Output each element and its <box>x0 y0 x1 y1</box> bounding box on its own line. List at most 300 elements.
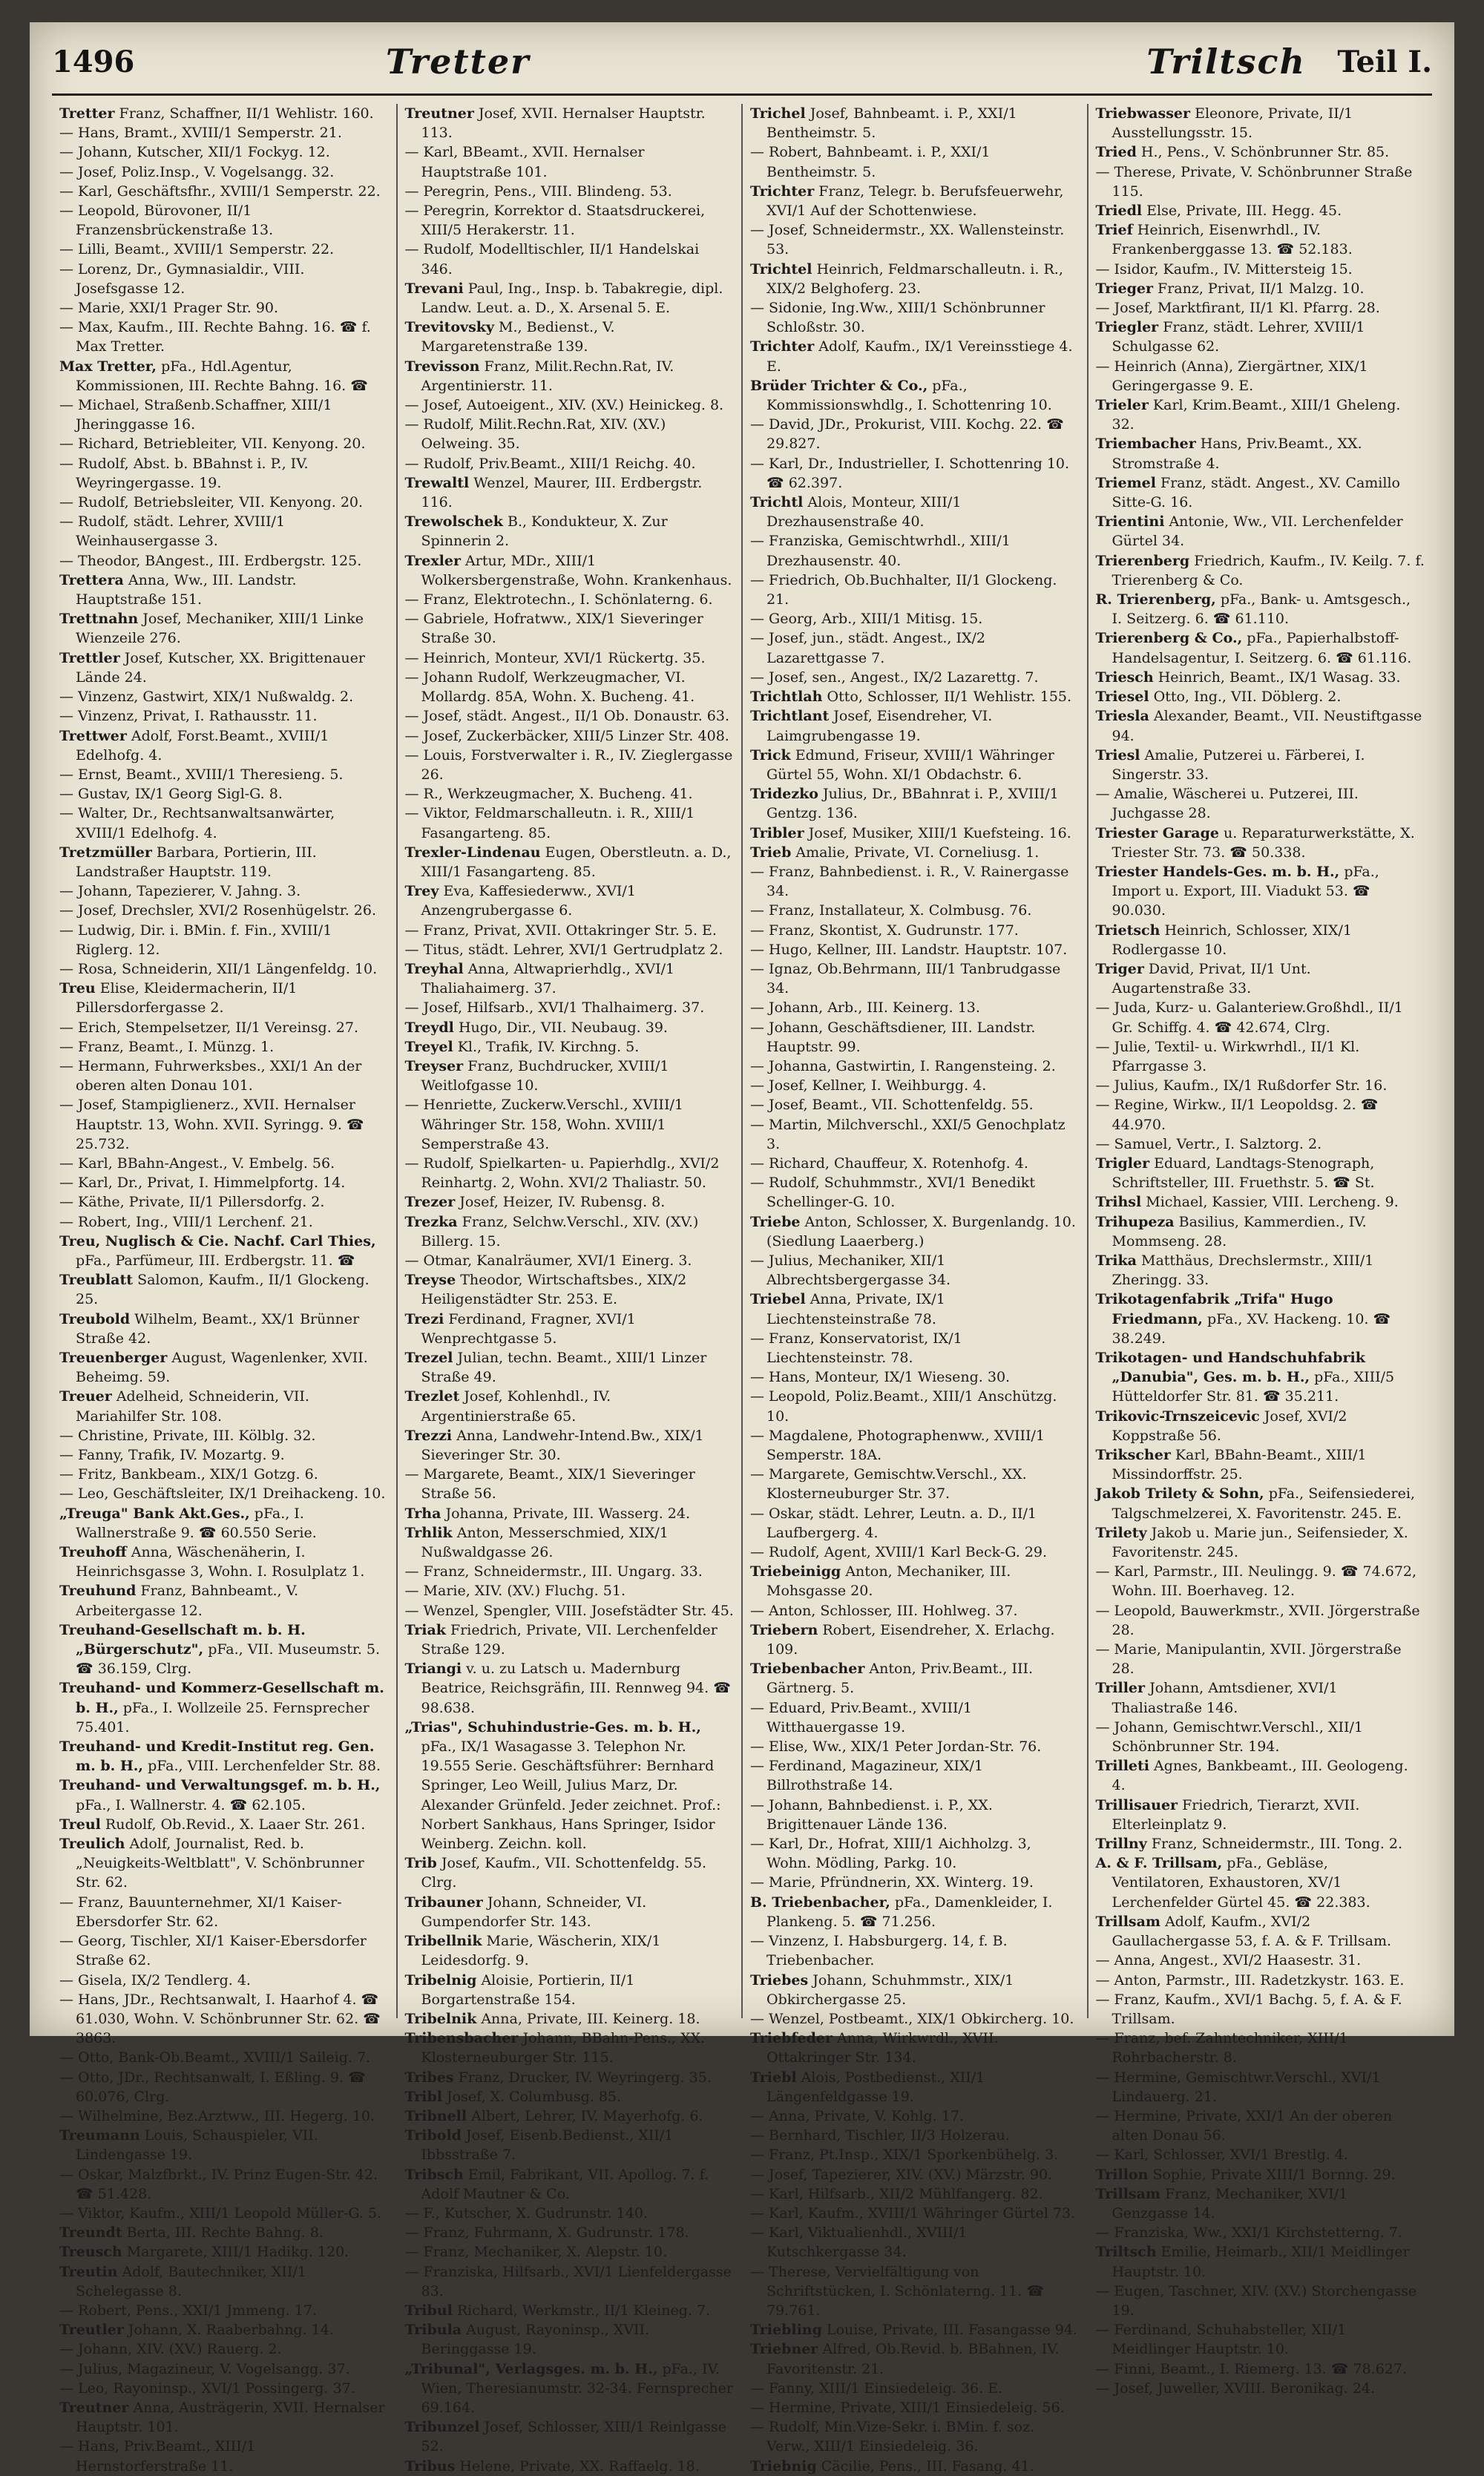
entry-details: — Lorenz, Dr., Gymnasialdir., VIII. Josefsgasse 12. <box>59 260 305 297</box>
entry-surname: Triebes <box>750 1971 809 1989</box>
directory-entry <box>1096 279 1425 298</box>
entry-details: — Leopold, Poliz.Beamt., XIII/1 Anschützg. 10. <box>750 1388 1057 1425</box>
entry-details: — Anna, Private, V. Kohlg. 17. <box>750 2107 964 2124</box>
entry-details: Josef, XVII. Hernalser Hauptstr. 113. <box>421 105 706 142</box>
entry-details: — Johann, Bahnbedienst. i. P., XX. Brigittenauer Lände 136. <box>750 1796 993 1833</box>
entry-surname: Trichtl <box>750 494 804 511</box>
entry-details: — Ernst, Beamt., XVIII/1 Theresieng. 5. <box>59 766 344 783</box>
directory-entry <box>1096 2106 1425 2145</box>
directory-entry <box>1096 1912 1425 1951</box>
entry-details: Hans, Priv.Beamt., XX. Stromstraße 4. <box>1112 436 1362 472</box>
entry-surname: Treutner <box>404 105 474 122</box>
entry-details: Heinrich, Eisenwrhdl., IV. Frankenberggasse 13. ☎ 52.183. <box>1112 222 1353 258</box>
directory-entry <box>405 2320 735 2359</box>
directory-entry <box>405 512 735 551</box>
directory-entry <box>405 1192 735 1212</box>
entry-details: Alois, Postbedienst., XII/1 Längenfeldgasse 19. <box>766 2069 985 2105</box>
entry-surname: Triebwasser <box>1095 105 1191 122</box>
entry-details: — Rudolf, Agent, XVIII/1 Karl Beck-G. 29. <box>750 1544 1048 1561</box>
directory-entry <box>750 1387 1080 1425</box>
entry-surname: Brüder Trichter & Co., <box>750 377 928 394</box>
entry-details: — Friedrich, Ob.Buchhalter, II/1 Glockeng. 21. <box>750 571 1057 608</box>
directory-entry <box>405 2457 735 2476</box>
directory-entry <box>1096 706 1425 745</box>
entry-details: — Margarete, Beamt., XIX/1 Sieveringer Straße 56. <box>404 1466 695 1503</box>
directory-entry <box>1096 2145 1425 2164</box>
directory-entry <box>405 454 735 473</box>
entry-details: — Heinrich (Anna), Ziergärtner, XIX/1 Geringergasse 9. E. <box>1095 358 1368 394</box>
entry-details: — Karl, Viktualienhdl., XVIII/1 Kutschkergasse 34. <box>750 2224 968 2261</box>
entry-details: — Karl, Schlosser, XVI/1 Brestlg. 4. <box>1095 2147 1348 2164</box>
entry-details: Josef, Kohlenhdl., IV. Argentinierstraße 65. <box>421 1388 611 1425</box>
entry-details: Johann, Schneider, VI. Gumpendorfer Str. 143. <box>421 1894 647 1930</box>
entry-details: Marie, Wäscherin, XIX/1 Leidesdorfg. 9. <box>421 1933 661 1969</box>
entry-details: — Gustav, IX/1 Georg Sigl-G. 8. <box>59 786 283 803</box>
directory-entry <box>750 454 1080 493</box>
entry-surname: Tridezko <box>750 786 818 803</box>
directory-entry <box>59 2106 389 2126</box>
entry-details: — Franz, Bauunternehmer, XI/1 Kaiser-Ebersdorfer Str. 62. <box>59 1894 342 1930</box>
directory-entry <box>59 2242 389 2262</box>
entry-details: pFa., IX/1 Wasagasse 3. Telephon Nr. 19.555 Serie. Geschäftsführer: Bernhard Springer, Leo Weill, Julius Marz, Dr. Alexander Grünfeld. Jeder zeichnet. Prof.: Norbert Sankhaus, Hans Springer, Isidor Weinberg. Zeichn. koll. <box>421 1738 721 1853</box>
entry-details: — Viktor, Feldmarschalleutn. i. R., XIII/1 Fasangarteng. 85. <box>404 805 695 841</box>
directory-entry <box>750 2417 1080 2456</box>
directory-entry <box>750 1698 1080 1737</box>
entry-details: — Rudolf, Milit.Rechn.Rat, XIV. (XV.) Oelweing. 35. <box>404 416 666 453</box>
directory-entry <box>750 959 1080 998</box>
entry-details: pFa., Kommissionswhdlg., I. Schottenring 10. <box>766 377 1052 414</box>
entry-details: — Juda, Kurz- u. Galanteriew.Großhdl., II/1 Gr. Schiffg. 4. ☎ 42.674, Clrg. <box>1095 999 1403 1036</box>
entry-details: Kl., Trafik, IV. Kirchng. 5. <box>453 1038 640 1055</box>
entry-surname: Trichtlah <box>750 689 823 706</box>
entry-details: — Robert, Ing., VIII/1 Lerchenf. 21. <box>59 1213 313 1230</box>
directory-entry <box>1096 220 1425 259</box>
directory-entry <box>405 1853 735 1892</box>
directory-entry <box>59 2360 389 2379</box>
directory-entry <box>59 298 389 318</box>
entry-details: — Hermine, Private, XXI/1 An der oberen alten Donau 56. <box>1095 2107 1393 2144</box>
directory-entry <box>59 1057 389 1095</box>
directory-entry <box>750 142 1080 181</box>
directory-entry <box>750 1290 1080 1328</box>
entry-details: — Franz, Privat, XVII. Ottakringer Str. 5. E. <box>404 922 717 939</box>
entry-details: — Franz, Fuhrmann, X. Gudrunstr. 178. <box>404 2224 689 2242</box>
entry-details: Paul, Ing., Insp. b. Tabakregie, dipl. Landw. Leut. a. D., X. Arsenal 5. E. <box>421 280 723 317</box>
entry-details: pFa., Parfümeur, III. Erdbergstr. 11. ☎ <box>76 1252 355 1269</box>
entry-surname: Triemel <box>1095 474 1156 491</box>
directory-entry <box>405 395 735 415</box>
entry-details: Helene, Private, XX. Raffaelg. 18. <box>455 2457 700 2475</box>
entry-details: — Therese, Vervielfältigung von Schriftstücken, I. Schönlaterng. 11. ☎ 79.761. <box>750 2263 1044 2319</box>
directory-entry <box>1096 2223 1425 2242</box>
entry-details: Johann, BBahn-Pens., XX. Klosterneuburger Str. 115. <box>421 2030 706 2066</box>
directory-entry <box>59 1310 389 1348</box>
directory-entry <box>59 784 389 804</box>
entry-surname: Treydl <box>404 1019 454 1036</box>
directory-entry <box>59 726 389 765</box>
entry-surname: Triebenbacher <box>750 1661 865 1678</box>
directory-entry <box>59 571 389 609</box>
entry-details: — Oskar, Malzfbrkt., IV. Prinz Eugen-Str. 42. ☎ 51.428. <box>59 2166 378 2202</box>
directory-entry <box>59 1387 389 1425</box>
entry-surname: Treuhand-Gesellschaft m. b. H. „Bürgerschutz", <box>59 1621 306 1658</box>
entry-surname: Triebfeder <box>750 2030 833 2047</box>
entry-details: — David, JDr., Prokurist, VIII. Kochg. 22. ☎ 29.827. <box>750 416 1064 453</box>
directory-entry <box>405 2106 735 2126</box>
directory-entry <box>405 804 735 842</box>
entry-details: M., Bedienst., V. Margaretenstraße 139. <box>421 319 615 355</box>
entry-details: Rudolf, Ob.Revid., X. Laaer Str. 261. <box>100 1816 366 1833</box>
directory-entry <box>405 1057 735 1095</box>
entry-details: — Rudolf, Modelltischler, II/1 Handelskai 346. <box>404 241 700 278</box>
entry-details: — Hugo, Kellner, III. Landstr. Hauptstr. 107. <box>750 941 1068 958</box>
directory-entry <box>1096 862 1425 921</box>
entry-surname: Trientini <box>1095 513 1165 531</box>
directory-entry <box>750 493 1080 531</box>
entry-details: — Richard, Betriebleiter, VII. Kenyong. 20. <box>59 436 366 453</box>
directory-entry <box>750 2320 1080 2339</box>
directory-entry <box>750 1620 1080 1659</box>
entry-details: pFa., XIII/5 Hütteldorfer Str. 81. ☎ 35.211. <box>1112 1369 1395 1405</box>
entry-details: — Marie, XIV. (XV.) Fluchg. 51. <box>404 1583 626 1600</box>
entry-details: — Regine, Wirkw., II/1 Leopoldsg. 2. ☎ 44.970. <box>1095 1097 1379 1133</box>
entry-details: pFa., Import u. Export, III. Viadukt 53. ☎ 90.030. <box>1112 863 1379 919</box>
entry-surname: Trierenberg <box>1095 552 1190 569</box>
directory-entry <box>750 2145 1080 2164</box>
directory-entry <box>59 1465 389 1484</box>
directory-entry <box>1096 1678 1425 1717</box>
directory-entry <box>750 1018 1080 1057</box>
directory-entry <box>59 2262 389 2301</box>
header-rule <box>52 93 1432 96</box>
entry-surname: Triester Handels-Ges. m. b. H., <box>1095 863 1340 880</box>
directory-entry <box>405 1348 735 1387</box>
entry-details: Josef, Bahnbeamt. i. P., XXI/1 Bentheimstr. 5. <box>766 105 1017 142</box>
entry-details: — Karl, Kaufm., XVIII/1 Währinger Gürtel 73. <box>750 2204 1076 2221</box>
entry-surname: Triester Garage <box>1095 824 1219 841</box>
directory-entry <box>750 862 1080 901</box>
entry-details: — Josef, Drechsler, XVI/2 Rosenhügelstr. 26. <box>59 902 376 919</box>
entry-surname: Trettwer <box>59 727 127 744</box>
entry-details: — Josef, Tapezierer, XIV. (XV.) Märzstr. 90. <box>750 2166 1053 2183</box>
entry-details: — Ignaz, Ob.Behrmann, III/1 Tanbrudgasse 34. <box>750 960 1061 997</box>
directory-entry <box>750 609 1080 628</box>
entry-details: — Magdalene, Photographenww., XVIII/1 Semperstr. 18A. <box>750 1427 1045 1464</box>
directory-entry <box>1096 2068 1425 2106</box>
entry-surname: Trha <box>404 1505 441 1522</box>
entry-details: — Franz, Kaufm., XVI/1 Bachg. 5, f. A. & F. Trillsam. <box>1095 1991 1402 2027</box>
directory-entry <box>59 1426 389 1445</box>
directory-entry <box>1096 687 1425 706</box>
entry-details: Anna, Private, III. Keinerg. 18. <box>476 2010 700 2027</box>
entry-details: — Rosa, Schneiderin, XII/1 Längenfeldg. 10. <box>59 960 378 977</box>
entry-details: — Ferdinand, Schuhabsteller, XII/1 Meidlinger Hauptstr. 10. <box>1095 2322 1347 2358</box>
entry-details: — Henriette, Zuckerw.Verschl., XVIII/1 Währinger Str. 158, Wohn. XVIII/1 Semperstraße 43. <box>404 1097 683 1152</box>
entry-details: — Marie, Manipulantin, XVII. Jörgerstraße 28. <box>1095 1641 1402 1678</box>
directory-entry <box>405 1426 735 1465</box>
entry-details: Anton, Messerschmied, XIX/1 Nußwaldgasse 26. <box>421 1524 669 1561</box>
entry-details: pFa., I. Wallnerstraße 9. ☎ 60.550 Serie. <box>76 1505 317 1541</box>
entry-details: — Franz, Bahnbedienst. i. R., V. Rainergasse 34. <box>750 863 1069 900</box>
entry-details: Franz, Bahnbeamt., V. Arbeitergasse 12. <box>76 1583 299 1619</box>
directory-entry <box>1096 395 1425 434</box>
entry-details: — Karl, Parmstr., III. Neulingg. 9. ☎ 74.672, Wohn. III. Boerhaveg. 12. <box>1095 1563 1417 1600</box>
directory-entry <box>59 1270 389 1309</box>
entry-surname: Trikovic-Trnszeicevic <box>1095 1408 1260 1425</box>
entry-surname: Treubold <box>59 1310 131 1327</box>
entry-details: — Walter, Dr., Rechtsanwaltsanwärter, XVIII/1 Edelhofg. 4. <box>59 805 335 841</box>
entry-surname: Tribensbacher <box>404 2030 519 2047</box>
entry-details: pFa., Papierhalbstoff-Handelsagentur, I. Seitzerg. 6. ☎ 61.116. <box>1112 630 1412 666</box>
directory-entry <box>405 2029 735 2067</box>
entry-surname: Trichter <box>750 338 815 355</box>
entry-details: — Josef, städt. Angest., II/1 Ob. Donaustr. 63. <box>404 708 729 725</box>
directory-entry <box>750 376 1080 415</box>
entry-details: Matthäus, Drechslermstr., XIII/1 Zheringg. 33. <box>1112 1252 1374 1289</box>
directory-entry <box>59 1232 389 1270</box>
entry-surname: Triltsch <box>1095 2244 1157 2261</box>
entry-details: — Leopold, Bürovoner, II/1 Franzensbrückenstraße 13. <box>59 203 274 239</box>
directory-entry <box>405 648 735 668</box>
directory-entry <box>750 1737 1080 1756</box>
entry-details: Josef, XVI/2 Koppstraße 56. <box>1112 1408 1347 1444</box>
directory-entry <box>750 824 1080 843</box>
directory-entry <box>405 2301 735 2320</box>
entry-details: — Josef, Marktfirant, II/1 Kl. Pfarrg. 28. <box>1095 300 1380 317</box>
entry-surname: Treusch <box>59 2244 122 2261</box>
directory-entry <box>59 1815 389 1834</box>
entry-surname: Triebl <box>750 2069 797 2086</box>
directory-entry <box>59 1154 389 1173</box>
directory-entry <box>59 104 389 123</box>
entry-details: Emil, Fabrikant, VII. Apollog. 7. f. Adolf Mautner & Co. <box>421 2166 709 2202</box>
entry-details: — Käthe, Private, II/1 Pillersdorfg. 2. <box>59 1194 325 1211</box>
directory-entry <box>405 784 735 804</box>
directory-entry <box>405 1659 735 1718</box>
entry-details: — Samuel, Vertr., I. Salztorg. 2. <box>1095 1135 1322 1152</box>
entry-surname: Trieb <box>750 844 792 861</box>
entry-details: Anna, Austrägerin, XVII. Hernalser Hauptstr. 101. <box>76 2399 385 2436</box>
directory-entry <box>750 1076 1080 1095</box>
directory-entry <box>1096 1134 1425 1154</box>
directory-entry <box>750 1426 1080 1465</box>
directory-entry <box>405 1601 735 1620</box>
entry-details: — Rudolf, Abst. b. BBahnst i. P., IV. Weyringergasse. 19. <box>59 455 309 491</box>
directory-entry <box>1096 668 1425 687</box>
entry-details: — Eugen, Taschner, XIV. (XV.) Storchengasse 19. <box>1095 2282 1417 2319</box>
entry-surname: Trieler <box>1095 397 1149 414</box>
entry-surname: Trettler <box>59 649 120 666</box>
directory-entry <box>750 220 1080 259</box>
directory-entry <box>59 804 389 842</box>
entry-details: Friedrich, Kaufm., IV. Keilg. 7. f. Trierenberg & Co. <box>1112 552 1425 588</box>
directory-entry <box>750 1834 1080 1873</box>
directory-entry <box>1096 104 1425 142</box>
directory-entry <box>405 473 735 512</box>
directory-entry <box>405 1387 735 1425</box>
entry-surname: Triebern <box>750 1621 818 1638</box>
directory-entry <box>1096 2282 1425 2320</box>
entry-details: Josef, Eisenb.Bedienst., XII/1 Ibbsstraße 7. <box>421 2127 674 2164</box>
directory-entry <box>750 1251 1080 1290</box>
directory-entry <box>405 2204 735 2223</box>
entry-surname: Trillsam <box>1095 1913 1161 1930</box>
entry-surname: Triak <box>404 1621 446 1638</box>
entry-details: Franz, Buchdrucker, XVIII/1 Weitlofgasse 10. <box>421 1057 669 1094</box>
entry-details: Alexander, Beamt., VII. Neustiftgasse 94. <box>1112 708 1422 744</box>
entry-surname: „Treuga" Bank Akt.Ges., <box>59 1505 250 1522</box>
entry-surname: Tribunzel <box>404 2419 480 2436</box>
entry-details: Wilhelm, Beamt., XX/1 Brünner Straße 42. <box>76 1310 360 1347</box>
column-2 <box>398 104 743 2475</box>
entry-details: Johann, Amtsdiener, XVI/1 Thaliastraße 146. <box>1112 1680 1338 1716</box>
entry-details: — Johann, Gemischtwr.Verschl., XII/1 Schönbrunner Str. 194. <box>1095 1718 1363 1756</box>
directory-entry <box>750 1659 1080 1698</box>
entry-details: — Marie, Pfründnerin, XX. Winterg. 19. <box>750 1874 1034 1891</box>
directory-entry <box>750 2262 1080 2321</box>
directory-entry <box>1096 434 1425 473</box>
entry-details: Anton, Schlosser, X. Burgenlandg. 10. (Siedlung Laaerberg.) <box>766 1213 1076 1250</box>
entry-details: August, Rayoninsp., XVII. Beringgasse 19. <box>421 2322 650 2358</box>
entry-details: — Wenzel, Spengler, VIII. Josefstädter Str. 45. <box>404 1602 734 1619</box>
entry-surname: Triedl <box>1095 203 1143 220</box>
entry-surname: Trick <box>750 746 791 764</box>
directory-entry <box>59 1834 389 1893</box>
entry-surname: Tribelnig <box>404 1971 477 1989</box>
directory-entry <box>1096 162 1425 201</box>
entry-details: — Ludwig, Dir. i. BMin. f. Fin., XVIII/1 Riglerg. 12. <box>59 922 332 958</box>
entry-surname: Triesch <box>1095 669 1154 686</box>
entry-surname: Treu, Nuglisch & Cie. Nachf. Carl Thies, <box>59 1232 376 1250</box>
entry-details: — Franz, Elektrotechn., I. Schönlaterng. 6. <box>404 591 713 608</box>
directory-entry <box>59 551 389 571</box>
directory-entry <box>750 1095 1080 1114</box>
entry-details: — Hermann, Fuhrwerksbes., XXI/1 An der oberen alten Donau 101. <box>59 1057 362 1094</box>
directory-entry <box>405 998 735 1017</box>
entry-details: Friedrich, Tierarzt, XVII. Elterleinplatz 9. <box>1112 1796 1360 1833</box>
directory-entry <box>1096 260 1425 279</box>
entry-details: — Karl, BBahn-Angest., V. Embelg. 56. <box>59 1155 335 1172</box>
column-1 <box>52 104 398 2475</box>
entry-details: — Rudolf, Schuhmmstr., XVI/1 Benedikt Schellinger-G. 10. <box>750 1175 1035 1211</box>
directory-entry <box>59 182 389 201</box>
directory-entry <box>405 2360 735 2418</box>
directory-entry <box>59 648 389 687</box>
directory-entry <box>750 784 1080 823</box>
directory-entry <box>59 2223 389 2242</box>
directory-entry <box>59 979 389 1017</box>
directory-entry <box>750 2339 1080 2378</box>
entry-details: — Leo, Rayoninsp., XVI/1 Possingerg. 37. <box>59 2380 355 2397</box>
part-label: Teil I. <box>1337 45 1432 79</box>
directory-entry <box>405 668 735 706</box>
entry-details: H., Pens., V. Schönbrunner Str. 85. <box>1136 144 1390 161</box>
directory-entry <box>750 415 1080 453</box>
entry-details: Julian, techn. Beamt., XIII/1 Linzer Straße 49. <box>421 1350 707 1386</box>
entry-surname: Trevisson <box>404 358 480 375</box>
entry-surname: Triger <box>1095 960 1144 977</box>
entry-details: — Hans, JDr., Rechtsanwalt, I. Haarhof 4. ☎ 61.030, Wohn. V. Schönbrunner Str. 62. ☎ 3863. <box>59 1991 381 2047</box>
entry-details: Adelheid, Schneiderin, VII. Mariahilfer Str. 108. <box>76 1388 309 1425</box>
entry-details: — Hermine, Gemischtwr.Verschl., XVI/1 Lindauerg. 21. <box>1095 2069 1381 2105</box>
entry-details: — Heinrich, Monteur, XVI/1 Rückertg. 35. <box>404 649 706 666</box>
entry-surname: Trikotagenfabrik „Trifa" Hugo Friedmann, <box>1095 1291 1333 1327</box>
directory-entry <box>1096 201 1425 220</box>
entry-details: Josef, Eisendreher, VI. Laimgrubengasse 19. <box>766 708 993 744</box>
entry-details: — Johann, Arb., III. Keinerg. 13. <box>750 999 980 1017</box>
entry-details: Karl, BBahn-Beamt., XIII/1 Missindorffstr. 25. <box>1112 1447 1367 1483</box>
directory-entry <box>1096 142 1425 162</box>
entry-surname: Jakob Trilety & Sohn, <box>1095 1485 1264 1503</box>
entry-details: Adolf, Bautechniker, XII/1 Schelegasse 8. <box>76 2263 306 2299</box>
entry-details: Adolf, Kaufm., IX/1 Vereinsstiege 4. E. <box>766 338 1073 375</box>
entry-details: — Peregrin, Pens., VIII. Blindeng. 53. <box>404 183 672 200</box>
directory-entry <box>750 1329 1080 1367</box>
entry-details: Johann, Schuhmmstr., XIX/1 Obkirchergasse 25. <box>766 1971 1014 2008</box>
entry-details: Franz, Mechaniker, XVI/1 Genzgasse 14. <box>1112 2185 1348 2221</box>
entry-details: — Fritz, Bankbeam., XIX/1 Gotzg. 6. <box>59 1466 318 1483</box>
directory-entry <box>1096 784 1425 823</box>
directory-entry <box>59 201 389 240</box>
entry-details: — Karl, BBeamt., XVII. Hernalser Hauptstraße 101. <box>404 144 645 180</box>
entry-surname: Trezlet <box>404 1388 460 1405</box>
directory-entry <box>405 746 735 784</box>
entry-details: — Gabriele, Hofratww., XIX/1 Sieveringer Straße 30. <box>404 611 703 647</box>
directory-entry <box>59 2068 389 2106</box>
directory-entry <box>59 454 389 493</box>
entry-surname: Triangi <box>404 1661 462 1678</box>
directory-entry <box>405 2009 735 2029</box>
directory-entry <box>59 260 389 298</box>
entry-details: — Fanny, Trafik, IV. Mozartg. 9. <box>59 1447 285 1464</box>
directory-entry <box>750 1173 1080 1212</box>
entry-details: Elise, Kleidermacherin, II/1 Pillersdorfergasse 2. <box>76 980 298 1017</box>
directory-entry <box>1096 1640 1425 1678</box>
entry-details: — Lilli, Beamt., XVIII/1 Semperstr. 22. <box>59 241 335 258</box>
directory-entry <box>59 901 389 920</box>
entry-details: Josef, X. Columbusg. 85. <box>442 2088 622 2105</box>
directory-entry <box>405 2087 735 2106</box>
directory-entry <box>750 1971 1080 2009</box>
entry-surname: R. Trierenberg, <box>1095 591 1216 608</box>
directory-entry <box>750 1154 1080 1173</box>
entry-details: Franz, Schneidermstr., III. Tong. 2. <box>1146 1836 1403 1853</box>
entry-surname: Trieger <box>1095 280 1153 297</box>
directory-entry <box>750 2457 1080 2476</box>
entry-surname: Trika <box>1095 1252 1137 1269</box>
entry-details: — Josef, Beamt., VII. Schottenfeldg. 55. <box>750 1097 1034 1114</box>
entry-surname: Tried <box>1095 144 1137 161</box>
directory-entry <box>750 2106 1080 2126</box>
directory-entry <box>750 1893 1080 1931</box>
guide-word-right: Triltsch <box>1146 42 1306 82</box>
entry-surname: Trey <box>404 883 439 900</box>
directory-entry <box>405 318 735 356</box>
entry-surname: Trierenberg & Co., <box>1095 630 1243 647</box>
directory-entry <box>59 357 389 395</box>
directory-entry <box>1096 1095 1425 1134</box>
directory-entry <box>405 940 735 959</box>
entry-details: — Hans, Priv.Beamt., XIII/1 Hernstorferstraße 11. <box>59 2438 256 2475</box>
entry-surname: B. Triebenbacher, <box>750 1894 890 1911</box>
entry-details: Franz, Privat, II/1 Malzg. 10. <box>1152 280 1365 297</box>
entry-surname: Treutner <box>59 2399 129 2416</box>
directory-entry <box>1096 1484 1425 1523</box>
entry-surname: Trexler-Lindenau <box>404 844 541 861</box>
directory-entry <box>405 1154 735 1192</box>
entry-surname: „Tribunal", Verlagsges. m. b. H., <box>404 2360 658 2377</box>
directory-entry <box>1096 1251 1425 1290</box>
